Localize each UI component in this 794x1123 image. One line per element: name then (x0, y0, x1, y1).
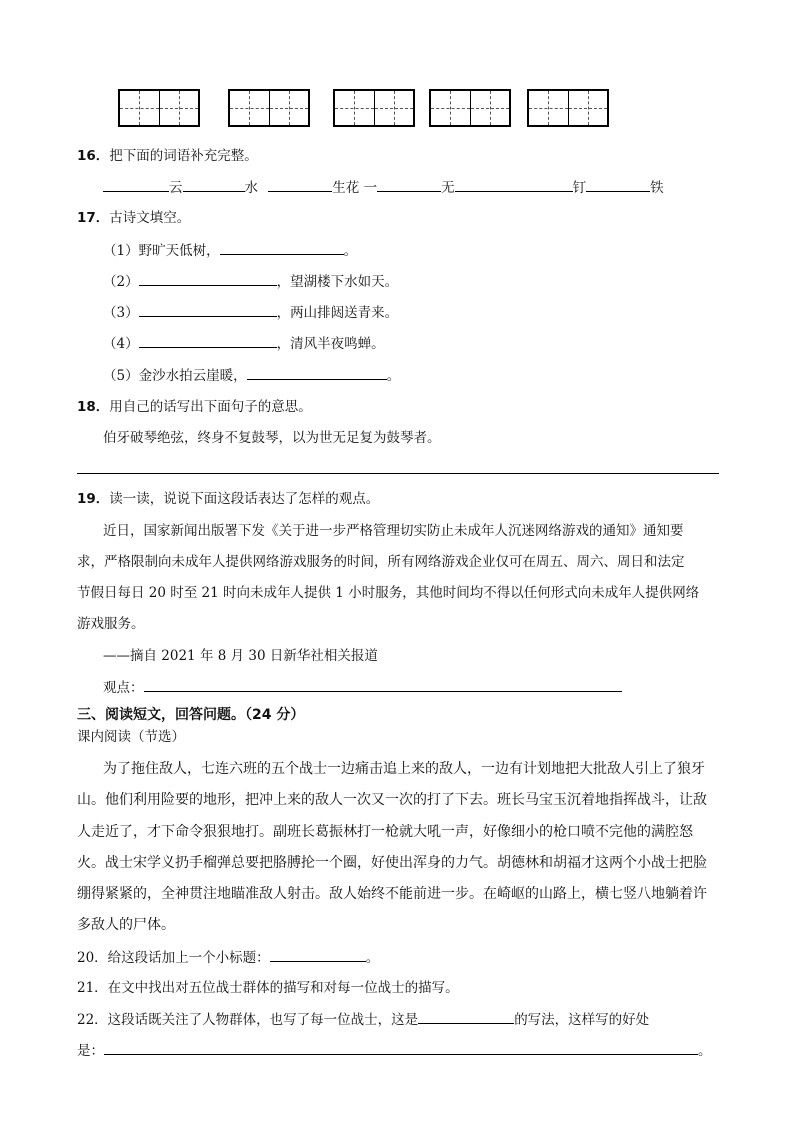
idiom-char: 铁 (650, 180, 664, 196)
section-subtitle: 课内阅读（节选） (77, 729, 185, 745)
grid-cell[interactable] (375, 91, 414, 125)
idiom-blank[interactable] (586, 177, 650, 192)
news-paragraph-line: 节假日每日 20 时至 21 时向未成年人提供 1 小时服务，其他时间均不得以任何形式向未成年人提供网络 (77, 585, 700, 601)
grid-cell[interactable] (270, 91, 309, 125)
question-number: 17． (77, 210, 110, 226)
q16-idiom-row (103, 177, 664, 198)
poem-blank[interactable] (139, 333, 277, 348)
question-20 (77, 947, 379, 968)
grid-cell[interactable] (529, 91, 569, 125)
title-blank[interactable] (270, 947, 366, 962)
question-19 (77, 489, 379, 509)
passage-line: 火。战士宋学义扔手榴弹总要把胳膊抡一个圈，好使出浑身的力气。胡德林和胡福才这两个小战士把脸 (77, 855, 707, 871)
benefit-blank[interactable] (104, 1040, 698, 1055)
writing-grid-box[interactable] (527, 89, 609, 127)
writing-grid-box[interactable] (429, 89, 511, 127)
idiom-blank[interactable] (455, 177, 573, 192)
news-source: ——摘自 2021 年 8 月 30 日新华社相关报道 (103, 648, 378, 664)
grid-cell[interactable] (230, 91, 270, 125)
viewpoint-label: 观点： (103, 680, 144, 696)
idiom-blank[interactable] (268, 177, 332, 192)
viewpoint-row (103, 677, 622, 698)
poem-item (103, 333, 385, 354)
poem-text: （4） (103, 336, 139, 352)
grid-cell[interactable] (431, 91, 471, 125)
poem-blank[interactable] (220, 240, 344, 255)
poem-item (103, 240, 357, 261)
poem-item (103, 271, 398, 292)
section-title: 三、阅读短文，回答问题。（24 分） (77, 707, 305, 723)
question-number: 19． (77, 491, 110, 507)
idiom-char: 无 (441, 180, 455, 196)
passage-line: 山。他们利用险要的地形，把冲上来的敌人一次又一次的打了下去。班长马宝玉沉着地指挥战斗，让敌 (77, 792, 707, 808)
idiom-char: 生花 (332, 180, 360, 196)
question-16 (77, 146, 258, 166)
question-prompt: 20．给这段话加上一个小标题： (77, 950, 270, 966)
classical-sentence: 伯牙破琴绝弦，终身不复鼓琴，以为世无足复为鼓琴者。 (103, 430, 441, 446)
passage-line: 为了拖住敌人，七连六班的五个战士一边痛击追上来的敌人，一边有计划地把大批敌人引上了狼牙 (103, 761, 705, 777)
question-22 (77, 1009, 649, 1030)
poem-blank[interactable] (139, 302, 277, 317)
poem-text: （1）野旷天低树， (103, 243, 220, 259)
passage-line: 人走近了，才下命令狠狠地打。副班长葛振林打一枪就大吼一声，好像细小的枪口喷不完他的满腔怒 (77, 824, 693, 840)
answer-label: 是： (77, 1043, 104, 1059)
poem-text: ，清风半夜鸣蝉。 (276, 336, 385, 352)
poem-text: （5）金沙水拍云崖暖， (103, 368, 247, 384)
poem-text: ，望湖楼下水如天。 (276, 274, 399, 290)
method-blank[interactable] (418, 1009, 514, 1024)
question-21: 21．在文中找出对五位战士群体的描写和对每一位战士的描写。 (77, 980, 459, 996)
question-suffix: 。 (698, 1043, 712, 1059)
question-prompt: 把下面的词语补充完整。 (109, 148, 258, 164)
question-18 (77, 397, 312, 417)
poem-text: （3） (103, 305, 139, 321)
grid-cell[interactable] (120, 91, 160, 125)
question-number: 16． (77, 148, 110, 164)
poem-item (103, 365, 400, 386)
question-prompt: 读一读，说说下面这段话表达了怎样的观点。 (109, 491, 380, 507)
idiom-char: 一 (363, 180, 378, 196)
poem-text: 。 (343, 243, 358, 259)
question-suffix: 。 (365, 950, 380, 966)
idiom-char: 水 (244, 180, 258, 196)
idiom-blank[interactable] (183, 177, 245, 192)
grid-cell[interactable] (335, 91, 375, 125)
poem-blank[interactable] (247, 365, 387, 380)
news-paragraph-line: 游戏服务。 (77, 616, 145, 632)
writing-grid-box[interactable] (333, 89, 415, 127)
viewpoint-blank[interactable] (144, 677, 622, 692)
grid-cell[interactable] (160, 91, 199, 125)
idiom-char: 云 (169, 180, 183, 196)
poem-item (103, 302, 398, 323)
writing-grid-box[interactable] (228, 89, 310, 127)
question-number: 18． (77, 399, 110, 415)
passage-line: 多敌人的尸体。 (77, 917, 175, 933)
question-prompt: 用自己的话写出下面句子的意思。 (109, 399, 312, 415)
poem-text: 。 (386, 368, 401, 384)
news-paragraph-line: 近日，国家新闻出版署下发《关于进一步严格管理切实防止未成年人沉迷网络游戏的通知》通知要 (103, 523, 684, 539)
question-prompt: 22．这段话既关注了人物群体，也写了每一位战士，这是 (77, 1012, 419, 1028)
idiom-blank[interactable] (377, 177, 441, 192)
poem-blank[interactable] (139, 271, 277, 286)
question-prompt: 古诗文填空。 (109, 210, 191, 226)
question-22-answer (77, 1040, 712, 1061)
poem-text: （2） (103, 274, 139, 290)
answer-line[interactable] (77, 473, 719, 474)
passage-line: 绷得紧紧的，全神贯注地瞄准敌人射击。敌人始终不能前进一步。在崎岖的山路上，横七竖八地躺着许 (77, 886, 707, 902)
grid-cell[interactable] (471, 91, 510, 125)
question-prompt: 的写法，这样写的好处 (514, 1012, 650, 1028)
news-paragraph-line: 求，严格限制向未成年人提供网络游戏服务的时间，所有网络游戏企业仅可在周五、周六、周日和法定 (77, 554, 685, 570)
writing-grid-box[interactable] (118, 89, 200, 127)
idiom-blank[interactable] (103, 177, 169, 192)
idiom-char: 钉 (572, 180, 587, 196)
question-17 (77, 208, 190, 228)
poem-text: ，两山排闼送青来。 (276, 305, 399, 321)
grid-cell[interactable] (569, 91, 608, 125)
